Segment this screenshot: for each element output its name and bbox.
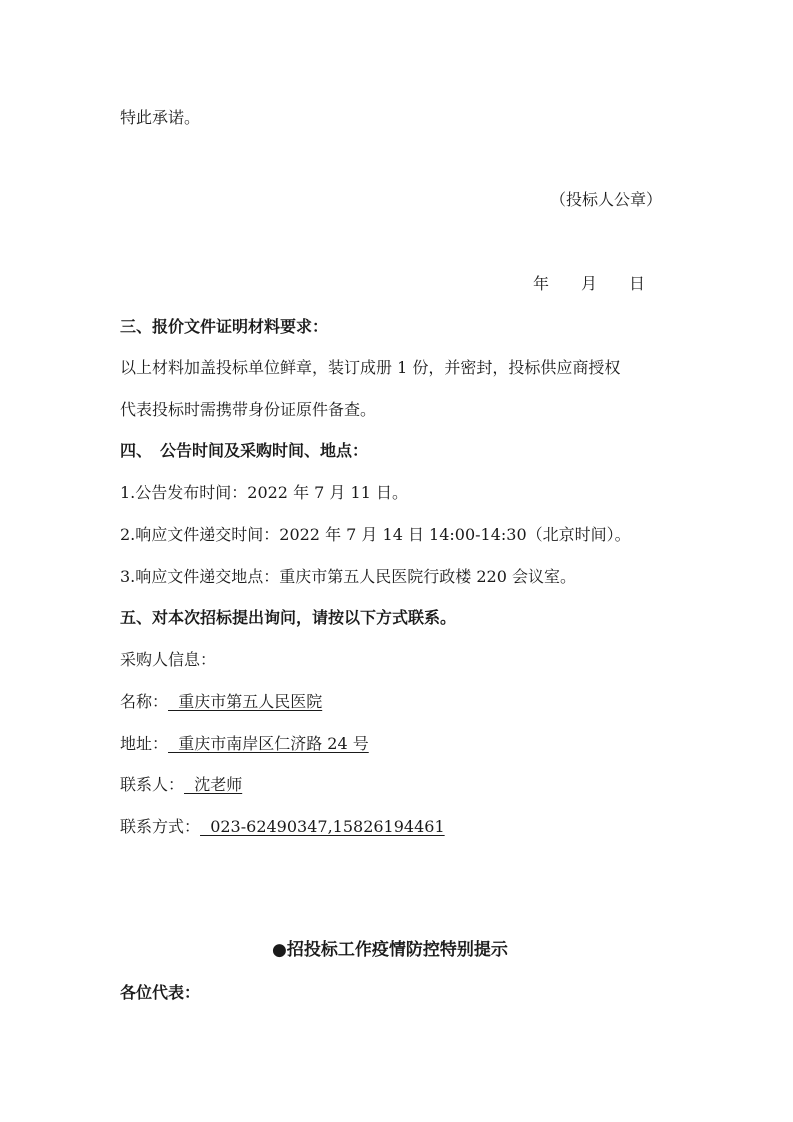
section5-heading: 五、对本次招标提出询问，请按以下方式联系。 bbox=[120, 608, 457, 627]
purchaser-address-row bbox=[120, 734, 369, 754]
submission-location: 3.响应文件递交地点：重庆市第五人民医院行政楼 220 会议室。 bbox=[120, 567, 576, 586]
address-value: 重庆市南岸区仁济路 24 号 bbox=[168, 734, 369, 753]
notice-title: ●招投标工作疫情防控特别提示 bbox=[272, 940, 508, 960]
section3-heading: 三、报价文件证明材料要求： bbox=[120, 317, 329, 336]
contact-person-row bbox=[120, 775, 242, 795]
section3-text-line2: 代表投标时需携带身份证原件备查。 bbox=[120, 400, 377, 419]
section4-heading: 四、 公告时间及采购时间、地点： bbox=[120, 441, 369, 460]
closing-statement: 特此承诺。 bbox=[120, 108, 201, 127]
announcement-time: 1.公告发布时间：2022 年 7 月 11 日。 bbox=[120, 483, 408, 502]
phone-value: 023-62490347,15826194461 bbox=[200, 817, 445, 836]
contact-phone-row bbox=[120, 817, 445, 837]
contact-value: 沈老师 bbox=[184, 775, 243, 794]
purchaser-info-label: 采购人信息： bbox=[120, 650, 217, 669]
submission-time: 2.响应文件递交时间：2022 年 7 月 14 日 14:00-14:30（北京时间）。 bbox=[120, 525, 631, 544]
notice-greeting: 各位代表： bbox=[120, 983, 201, 1002]
purchaser-name-row bbox=[120, 692, 322, 712]
section3-text-line1: 以上材料加盖投标单位鲜章，装订成册 1 份，并密封，投标供应商授权 bbox=[120, 358, 621, 377]
contact-label: 联系人： bbox=[120, 775, 185, 794]
date-line: 年 月 日 bbox=[533, 274, 646, 293]
seal-placeholder: （投标人公章） bbox=[550, 190, 663, 209]
phone-label: 联系方式： bbox=[120, 817, 201, 836]
address-label: 地址： bbox=[120, 734, 169, 753]
name-label: 名称： bbox=[120, 692, 169, 711]
name-value: 重庆市第五人民医院 bbox=[168, 692, 323, 711]
